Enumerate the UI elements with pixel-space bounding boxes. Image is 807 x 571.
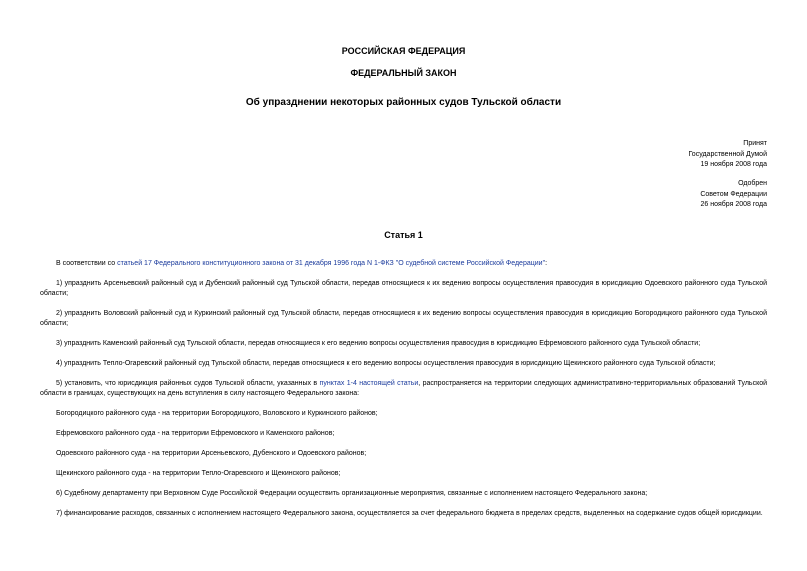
paragraph-7: 7) финансирование расходов, связанных с исполнением настоящего Федерального закона, осуществляется за счет федерального бюджета в пределах средств, выделенных на содержание судов общей юрисдикции. (56, 510, 763, 517)
paragraph-4: 4) упразднить Тепло-Огаревский районный суд Тульской области, передав относящиеся к его ведению вопросы осуществления правосудия в юрисдикцию Щекинского районного суда Тульской области; (56, 360, 716, 367)
intro-paragraph (40, 259, 767, 269)
paragraph-6: 6) Судебному департаменту при Верховном Суде Российской Федерации осуществить организационные мероприятия, связанные с исполнением настоящего Федерального закона; (56, 490, 648, 497)
paragraph-5c: Одоевского районного суда - на территории Арсеньевского, Дубенского и Одоевского районов; (56, 450, 367, 457)
approved-date: 26 ноября 2008 года (700, 201, 767, 208)
article-points-link[interactable]: пунктах 1-4 настоящей статьи (319, 380, 419, 387)
intro-colon: : (545, 260, 548, 267)
intro-text: В соответствии со (56, 260, 118, 267)
article-body (40, 259, 767, 529)
paragraph-5-rest: , распространяется на территории следующих административно-территориальных образований Тульской области в границах, существующих на день вступления в силу настоящего Федерального закона: (40, 380, 768, 397)
paragraph-3: 3) упразднить Каменский районный суд Тульской области, передав относящиеся к его ведению вопросы осуществления правосудия в юрисдикцию Ефремовского районного суда Тульской области; (56, 340, 701, 347)
adopted-date: 19 ноября 2008 года (700, 161, 767, 168)
adopted-line1: Принят (743, 140, 767, 147)
document-title: Об упразднении некоторых районных судов Тульской области (245, 97, 562, 108)
paragraph-2: 2) упразднить Воловский районный суд и Куркинский районный суд Тульской области, передав относящиеся к их ведению вопросы осуществления правосудия в юрисдикцию Богородицкого районного суда Тульской области; (40, 310, 767, 327)
paragraph-5b: Ефремовского районного суда - на территории Ефремовского и Каменского районов; (56, 430, 335, 437)
adoption-council-block (700, 179, 767, 211)
approved-line1: Одобрен (738, 180, 767, 187)
header-doc-type: ФЕДЕРАЛЬНЫЙ ЗАКОН (350, 68, 457, 78)
paragraph-1: 1) упразднить Арсеньевский районный суд и Дубенский районный суд Тульской области, передав относящиеся к их ведению вопросы осуществления правосудия в юрисдикцию Одоевского районного суда Тульской области; (40, 280, 767, 297)
header-country: РОССИЙСКАЯ ФЕДЕРАЦИЯ (341, 46, 466, 56)
paragraph-5d: Щекинского районного суда - на территории Тепло-Огаревского и Щекинского районов; (56, 470, 341, 477)
approved-line2: Советом Федерации (700, 190, 767, 198)
paragraph-5-text: 5) установить, что юрисдикция районных судов Тульской области, указанных в (56, 380, 320, 387)
paragraph-5a: Богородицкого районного суда - на территории Богородицкого, Воловского и Куркинского районов; (56, 410, 378, 417)
adopted-line2: Государственной Думой (688, 150, 767, 158)
paragraph-5 (40, 379, 767, 399)
article-heading: Статья 1 (384, 230, 423, 240)
law-reference-link[interactable]: статьей 17 Федерального конституционного закона от 31 декабря 1996 года N 1-ФКЗ "О судебной системе Российской Федерации" (117, 260, 546, 267)
adoption-duma-block (688, 139, 767, 171)
